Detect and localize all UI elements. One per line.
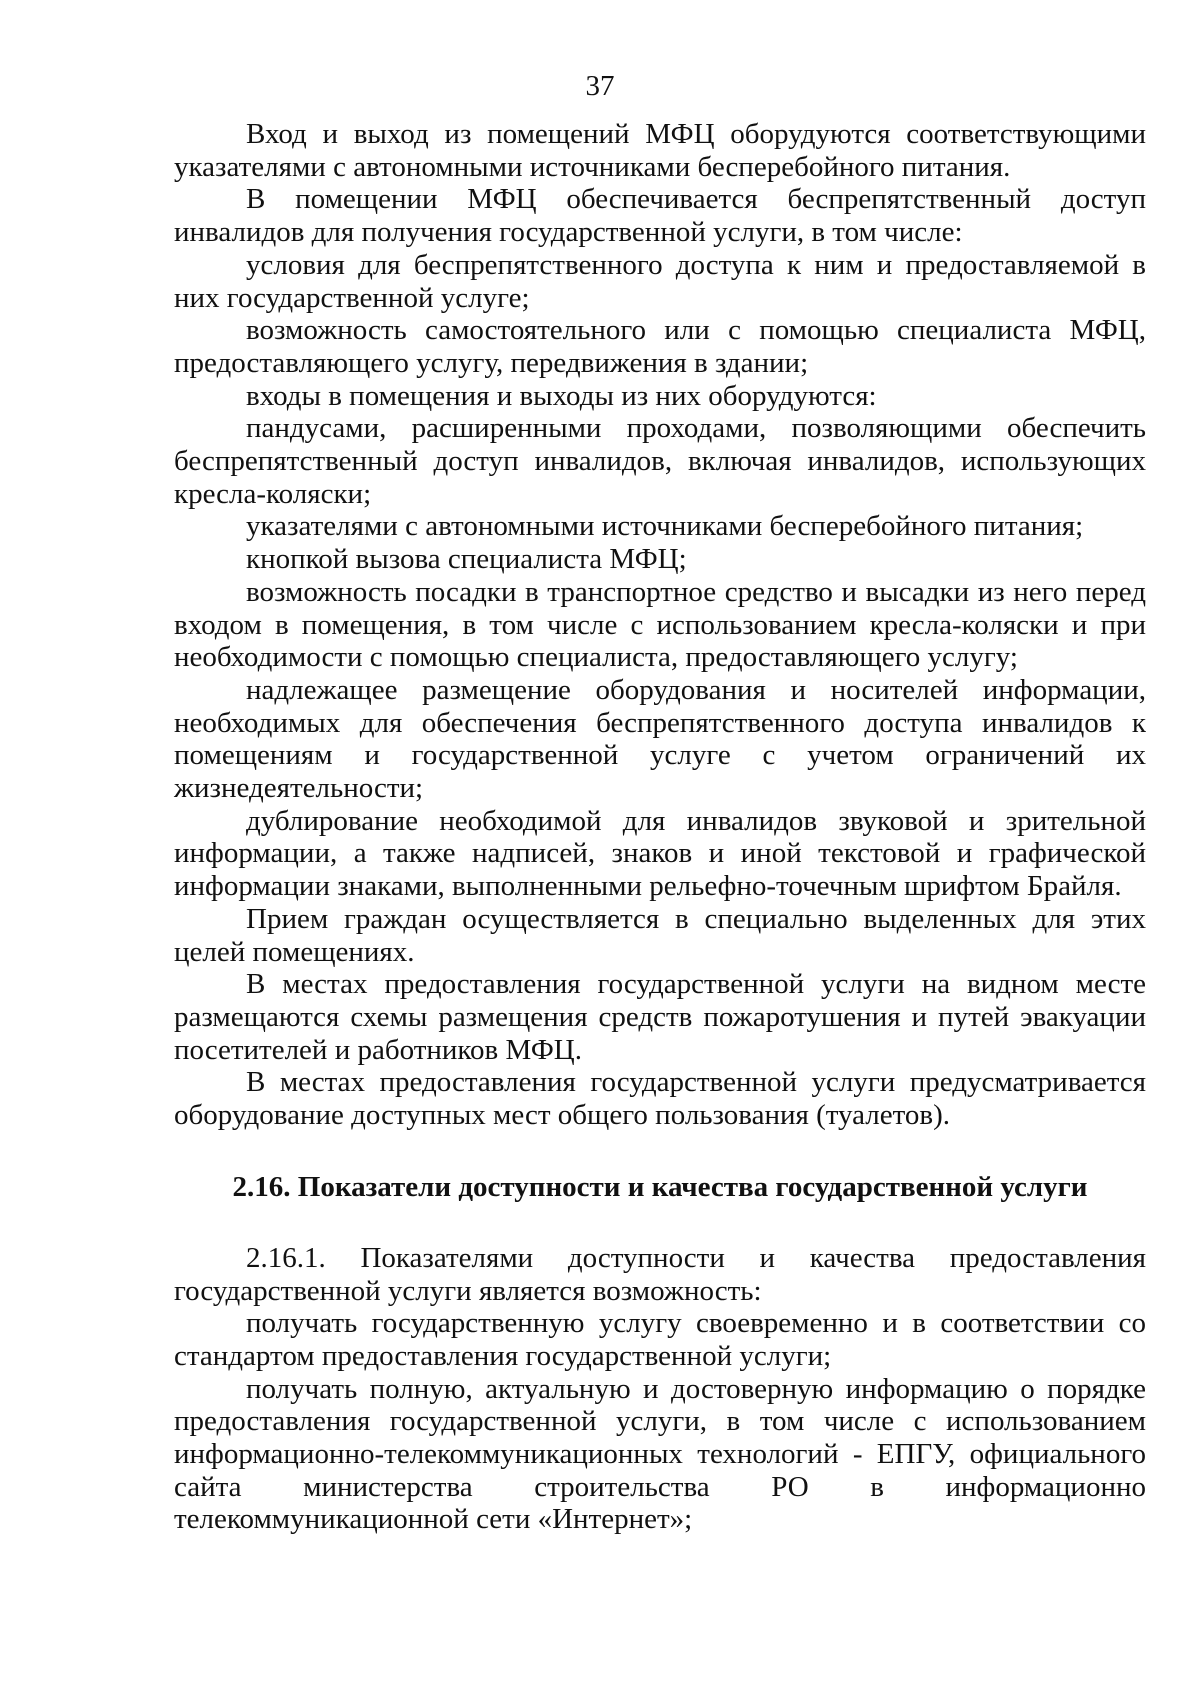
paragraph: входы в помещения и выходы из них оборудуются:	[246, 379, 877, 412]
paragraph: получать полную, актуальную и достоверную информацию о порядке предоставления государственной услуги, в том числе с использованием информационно-телекоммуникационных технологий - ЕПГУ, официального сайта министерства строительства РО в информационно телекоммуникационной сети «Интернет»;	[174, 1372, 1146, 1536]
paragraph: возможность самостоятельного или с помощью специалиста МФЦ, предоставляющего услугу, передвижения в здании;	[174, 314, 1146, 379]
page-number: 37	[585, 70, 615, 102]
paragraph: дублирование необходимой для инвалидов звуковой и зрительной информации, а также надписей, знаков и иной текстовой и графической информации знаками, выполненными рельефно-точечным шрифтом Брайля.	[174, 804, 1146, 903]
paragraph: В местах предоставления государственной услуги на видном месте размещаются схемы размещения средств пожаротушения и путей эвакуации посетителей и работников МФЦ.	[174, 968, 1146, 1066]
paragraph: условия для беспрепятственного доступа к ним и предоставляемой в них государственной услуге;	[174, 248, 1146, 314]
paragraph: получать государственную услугу своевременно и в соответствии со стандартом предоставления государственной услуги;	[174, 1307, 1146, 1372]
paragraph: пандусами, расширенными проходами, позволяющими обеспечить беспрепятственный доступ инвалидов, включая инвалидов, использующих кресла-коляски;	[174, 412, 1146, 510]
paragraph: указателями с автономными источниками бесперебойного питания;	[246, 510, 1084, 543]
paragraph: В местах предоставления государственной услуги предусматривается оборудование доступных мест общего пользования (туалетов).	[174, 1066, 1146, 1132]
document-body	[174, 118, 1146, 1536]
paragraph: 2.16.1. Показателями доступности и качества предоставления государственной услуги является возможность:	[174, 1241, 1146, 1307]
paragraph: Прием граждан осуществляется в специально выделенных для этих целей помещениях.	[174, 902, 1146, 968]
paragraph: надлежащее размещение оборудования и носителей информации, необходимых для обеспечения беспрепятственного доступа инвалидов к помещениям и государственной услуге с учетом ограничений их жизнедеятельности;	[174, 673, 1146, 805]
paragraph: возможность посадки в транспортное средство и высадки из него перед входом в помещения, в том числе с использованием кресла-коляски и при необходимости с помощью специалиста, предоставляющего услугу;	[174, 575, 1146, 674]
section-heading: 2.16. Показатели доступности и качества государственной услуги	[232, 1170, 1088, 1203]
paragraph: кнопкой вызова специалиста МФЦ;	[246, 543, 687, 576]
paragraph: Вход и выход из помещений МФЦ оборудуются соответствующими указателями с автономными источниками бесперебойного питания.	[174, 118, 1146, 183]
paragraph: В помещении МФЦ обеспечивается беспрепятственный доступ инвалидов для получения государственной услуги, в том числе:	[174, 183, 1146, 249]
